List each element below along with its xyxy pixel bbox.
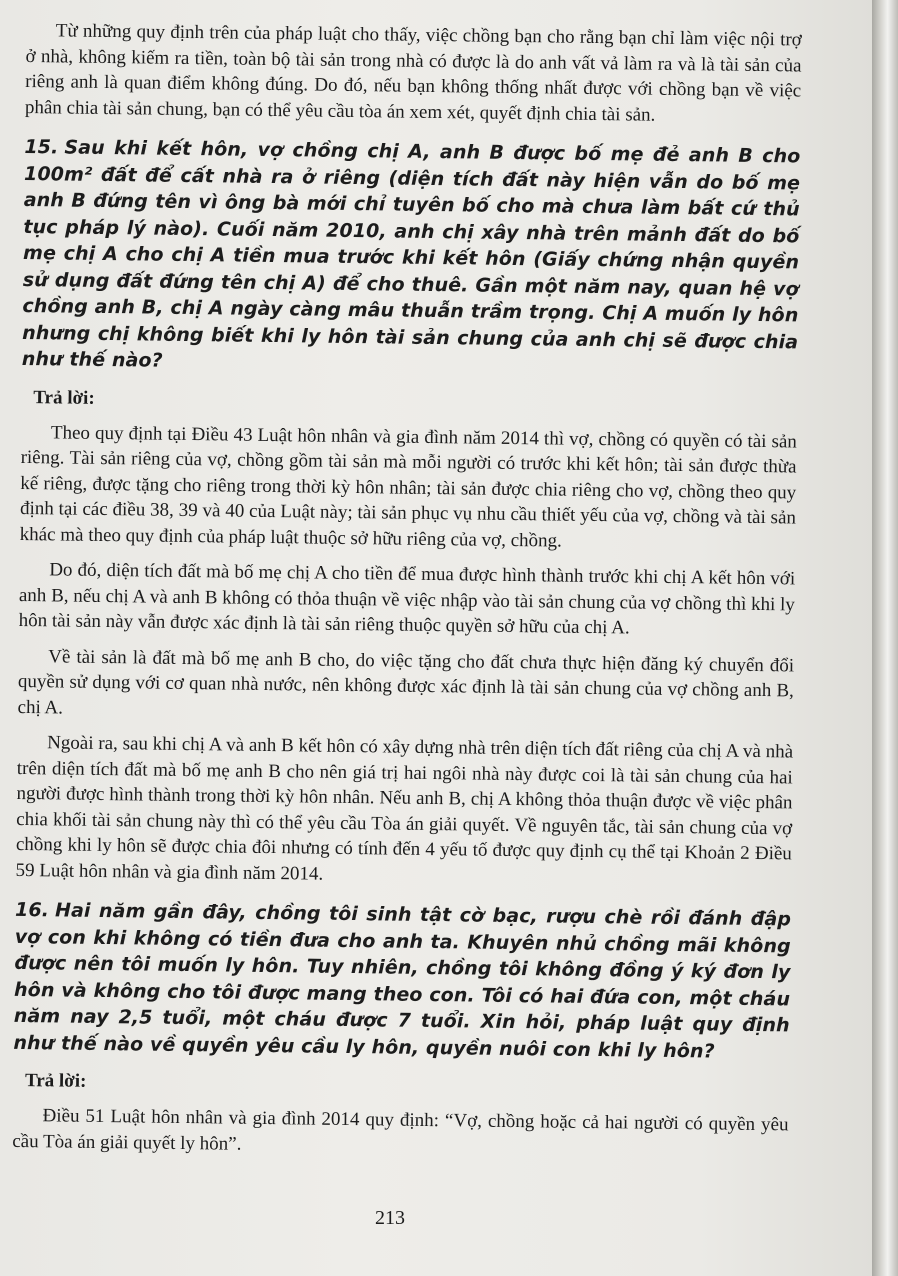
question-16: [13, 897, 791, 1065]
answer-15-paragraph-2: Do đó, diện tích đất mà bố mẹ chị A cho tiền để mua được hình thành trước khi chị A kết hôn với anh B, nếu chị A và anh B không có thỏa thuận về việc nhập vào tài sản chung của vợ chồng thì khi ly hôn tài sản này vẫn được xác định là tài sản riêng thuộc quyền sở hữu của chị A.: [18, 559, 796, 639]
intro-paragraph: Từ những quy định trên của pháp luật cho thấy, việc chồng bạn cho rằng bạn chỉ làm việc nội trợ ở nhà, không kiếm ra tiền, toàn bộ tài sản trong nhà có được là do anh vất vả làm ra và là tài sản của riêng anh là quan điểm không đúng. Do đó, nếu bạn không thống nhất được với chồng bạn về việc phân chia tài sản chung, bạn có thể yêu cầu tòa án xem xét, quyết định chia tài sản.: [24, 20, 802, 126]
question-16-number: 16.: [14, 898, 50, 922]
question-15-number: 15.: [24, 135, 59, 159]
question-16-text: Hai năm gần đây, chồng tôi sinh tật cờ bạc, rượu chè rồi đánh đập vợ con khi không có tiền đưa cho anh ta. Khuyên nhủ chồng mãi không được nên tôi muốn ly hôn. Tuy nhiên, chồng tôi không đồng ý ký đơn ly hôn và không cho tôi được mang theo con. Tôi có hai đứa con, một cháu năm nay 2,5 tuổi, một cháu được 7 tuổi. Xin hỏi, pháp luật quy định như thế nào về quyền yêu cầu ly hôn, quyền nuôi con khi ly hôn?: [13, 899, 792, 1062]
question-15: [22, 134, 801, 382]
book-edge: [872, 0, 898, 1276]
answer-16-paragraph-1: Điều 51 Luật hôn nhân và gia đình 2014 quy định: “Vợ, chồng hoặc cả hai người có quyền yêu cầu Tòa án giải quyết ly hôn”.: [12, 1105, 789, 1155]
answer-15-paragraph-1: Theo quy định tại Điều 43 Luật hôn nhân và gia đình năm 2014 thì vợ, chồng có quyền có tài sản riêng. Tài sản riêng của vợ, chồng gồm tài sản mà mỗi người có trước khi kết hôn; tài sản được thừa kế riêng, được tặng cho riêng trong thời kỳ hôn nhân; tài sản được chia riêng cho vợ, chồng theo quy định tại các điều 38, 39 và 40 của Luật này; tài sản phục vụ nhu cầu thiết yếu của vợ, chồng và tài sản khác mà theo quy định của pháp luật thuộc sở hữu riêng của vợ, chồng.: [19, 421, 798, 552]
answer-15-label: Trả lời:: [33, 386, 95, 409]
answer-15-paragraph-3: Về tài sản là đất mà bố mẹ anh B cho, do việc tặng cho đất chưa thực hiện đăng ký chuyển đổi quyền sử dụng với cơ quan nhà nước, nên không được xác định là tài sản chung của vợ chồng anh B, chị A.: [17, 645, 795, 719]
question-15-text: Sau khi kết hôn, vợ chồng chị A, anh B được bố mẹ đẻ anh B cho 100m² đất để cất nhà ra ở riêng (diện tích đất này hiện vẫn do bố mẹ anh B đứng tên vì ông bà mới chỉ tuyên bố cho mà chưa làm bất cứ thủ tục pháp lý nào). Cuối năm 2010, anh chị xây nhà trên mảnh đất do bố mẹ chị A cho chị A tiền mua trước khi kết hôn (Giấy chứng nhận quyền sử dụng đất đứng tên chị A) để cho thuê. Gần một năm nay, quan hệ vợ chồng anh B, chị A ngày càng mâu thuẫn trầm trọng. Chị A muốn ly hôn nhưng chị không biết khi ly hôn tài sản chung của anh chị sẽ được chia như thế nào?: [21, 136, 801, 372]
answer-15-paragraph-4: Ngoài ra, sau khi chị A và anh B kết hôn có xây dựng nhà trên diện tích đất riêng của chị A và nhà trên diện tích đất mà bố mẹ anh B cho nên giá trị hai ngôi nhà này được coi là tài sản chung của hai người được hình thành trong thời kỳ hôn nhân. Nếu anh B, chị A không thỏa thuận được về việc phân chia khối tài sản chung này thì có thể yêu cầu Tòa án giải quyết. Về nguyên tắc, tài sản chung của vợ chồng khi ly hôn sẽ được chia đôi nhưng có tính đến 4 yếu tố được quy định cụ thể tại Khoản 2 Điều 59 Luật hôn nhân và gia đình năm 2014.: [15, 732, 794, 885]
page-content: [12, 18, 802, 1173]
page-number: 213: [375, 1207, 405, 1229]
answer-16-label: Trả lời:: [24, 1070, 87, 1092]
